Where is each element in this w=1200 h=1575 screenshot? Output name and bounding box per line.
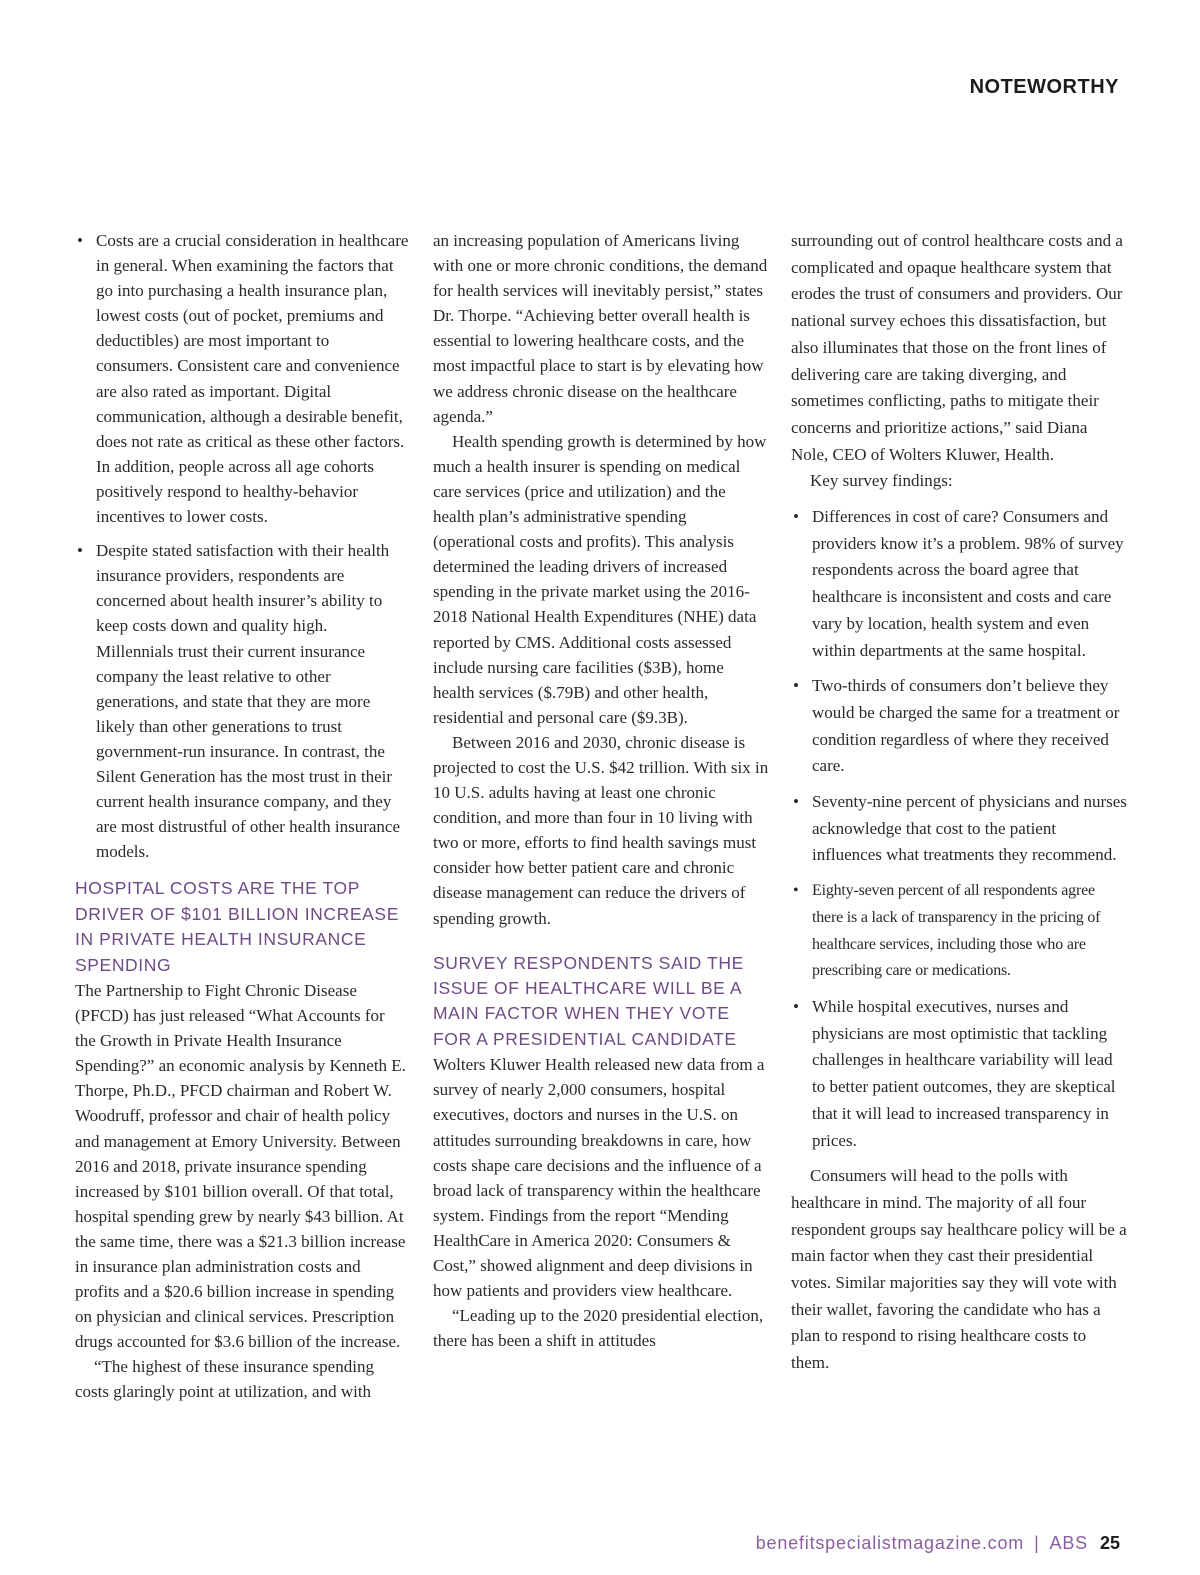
body-paragraph: surrounding out of control healthcare costs and a complicated and opaque healthcare system that erodes the trust of consumers and providers. Our national survey echoes this dissatisfaction, but also illuminates that those on the front lines of delivering care are taking diverging, and sometimes conflicting, paths to mitigate their concerns and prioritize actions,” said Diana Nole, CEO of Wolters Kluwer, Health. [791, 231, 1123, 464]
footer-publication: ABS [1049, 1533, 1088, 1553]
body-paragraph: Health spending growth is determined by how much a health insurer is spending on medical care services (price and utilization) and the health plan’s administrative spending (operational costs and profits). This analysis determined the leading drivers of increased spending in the private market using the 2016-2018 National Health Expenditures (NHE) data reported by CMS. Additional costs assessed include nursing care facilities ($3B), home health services ($.79B) and other health, residential and personal care ($9.3B). [433, 431, 767, 727]
list-item: • Seventy-nine percent of physicians and nurses acknowledge that cost to the patient influences what treatments they recommend. [791, 789, 1127, 869]
column-1 [75, 228, 409, 1405]
body-paragraph: Between 2016 and 2030, chronic disease is projected to cost the U.S. $42 trillion. With six in 10 U.S. adults having at least one chronic condition, and more than four in 10 living with two or more, efforts to find health savings must consider how better patient care and chronic disease management can reduce the drivers of spending growth. [433, 732, 769, 928]
bullet-list [791, 504, 1127, 1154]
page-number: 25 [1099, 1533, 1120, 1553]
body-paragraph: Consumers will head to the polls with healthcare in mind. The majority of all four respondent groups say healthcare policy will be a main factor when they cast their presidential votes. Similar majorities say they will vote with their wallet, favoring the candidate who has a plan to respond to rising healthcare costs to them. [791, 1166, 1127, 1373]
body-paragraph: Key survey findings: [810, 471, 953, 491]
bullet-list [75, 228, 409, 864]
body-paragraph: an increasing population of Americans living with one or more chronic conditions, the demand for health services will inevitably persist,” states Dr. Thorpe. “Achieving better overall health is essential to lowering healthcare costs, and the most impactful place to start is by elevating how we address chronic disease on the healthcare agenda.” [433, 231, 768, 426]
footer-separator: | [1034, 1533, 1040, 1553]
section-heading: SURVEY RESPONDENTS SAID THE ISSUE OF HEALTHCARE WILL BE A MAIN FACTOR WHEN THEY VOTE FOR A PRESIDENTIAL CANDIDATE [433, 952, 744, 1049]
body-paragraph: “The highest of these insurance spending costs glaringly point at utilization, and with [75, 1357, 374, 1402]
section-label: NOTEWORTHY [969, 76, 1119, 98]
footer-website: benefitspecialistmagazine.com [755, 1533, 1025, 1553]
list-item: • Eighty-seven percent of all respondents agree there is a lack of transparency in the pricing of healthcare services, including those who are prescribing care or medications. [791, 878, 1127, 985]
body-paragraph: “Leading up to the 2020 presidential election, there has been a shift in attitudes [433, 1306, 764, 1351]
column-3 [791, 228, 1127, 1377]
body-paragraph: The Partnership to Fight Chronic Disease (PFCD) has just released “What Accounts for the Growth in Private Health Insurance Spending?” an economic analysis by Kenneth E. Thorpe, Ph.D., PFCD chairman and Robert W. Woodruff, professor and chair of health policy and management at Emory University. Between 2016 and 2018, private insurance spending increased by $101 billion overall. Of that total, hospital spending grew by nearly $43 billion. At the same time, there was a $21.3 billion increase in insurance plan administration costs and profits and a $20.6 billion increase in spending on physician and clinical services. Prescription drugs accounted for $3.6 billion of the increase. [75, 980, 406, 1352]
list-item: • Two-thirds of consumers don’t believe they would be charged the same for a treatment or condition regardless of where they received care. [791, 673, 1127, 780]
page-footer [756, 1533, 1120, 1554]
list-item: • While hospital executives, nurses and physicians are most optimistic that tackling challenges in healthcare variability will lead to better patient outcomes, they are skeptical that it will lead to increased transparency in prices. [791, 994, 1127, 1154]
list-item: • Despite stated satisfaction with their health insurance providers, respondents are concerned about health insurer’s ability to keep costs down and quality high. Millennials trust their current insurance company the least relative to other generations, and state that they are more likely than other generations to trust government-run insurance. In contrast, the Silent Generation has the most trust in their current health insurance company, and they are most distrustful of other health insurance models. [75, 538, 409, 864]
column-2 [433, 228, 769, 1353]
list-item: • Costs are a crucial consideration in healthcare in general. When examining the factors that go into purchasing a health insurance plan, lowest costs (out of pocket, premiums and deductibles) are most important to consumers. Consistent care and convenience are also rated as important. Digital communication, although a desirable benefit, does not rate as critical as these other factors. In addition, people across all age cohorts positively respond to healthy-behavior incentives to lower costs. [75, 228, 409, 529]
section-heading: HOSPITAL COSTS ARE THE TOP DRIVER OF $101 BILLION INCREASE IN PRIVATE HEALTH INSURANCE SPENDING [75, 878, 399, 975]
body-paragraph: Wolters Kluwer Health released new data from a survey of nearly 2,000 consumers, hospital executives, doctors and nurses in the U.S. on attitudes surrounding breakdowns in care, how costs shape care decisions and the influence of a broad lack of transparency within the healthcare system. Findings from the report “Mending HealthCare in America 2020: Consumers & Cost,” showed alignment and deep divisions in how patients and providers view healthcare. [433, 1055, 765, 1301]
list-item: • Differences in cost of care? Consumers and providers know it’s a problem. 98% of survey respondents across the board agree that healthcare is inconsistent and costs and care vary by location, health system and even within departments at the same hospital. [791, 504, 1127, 664]
